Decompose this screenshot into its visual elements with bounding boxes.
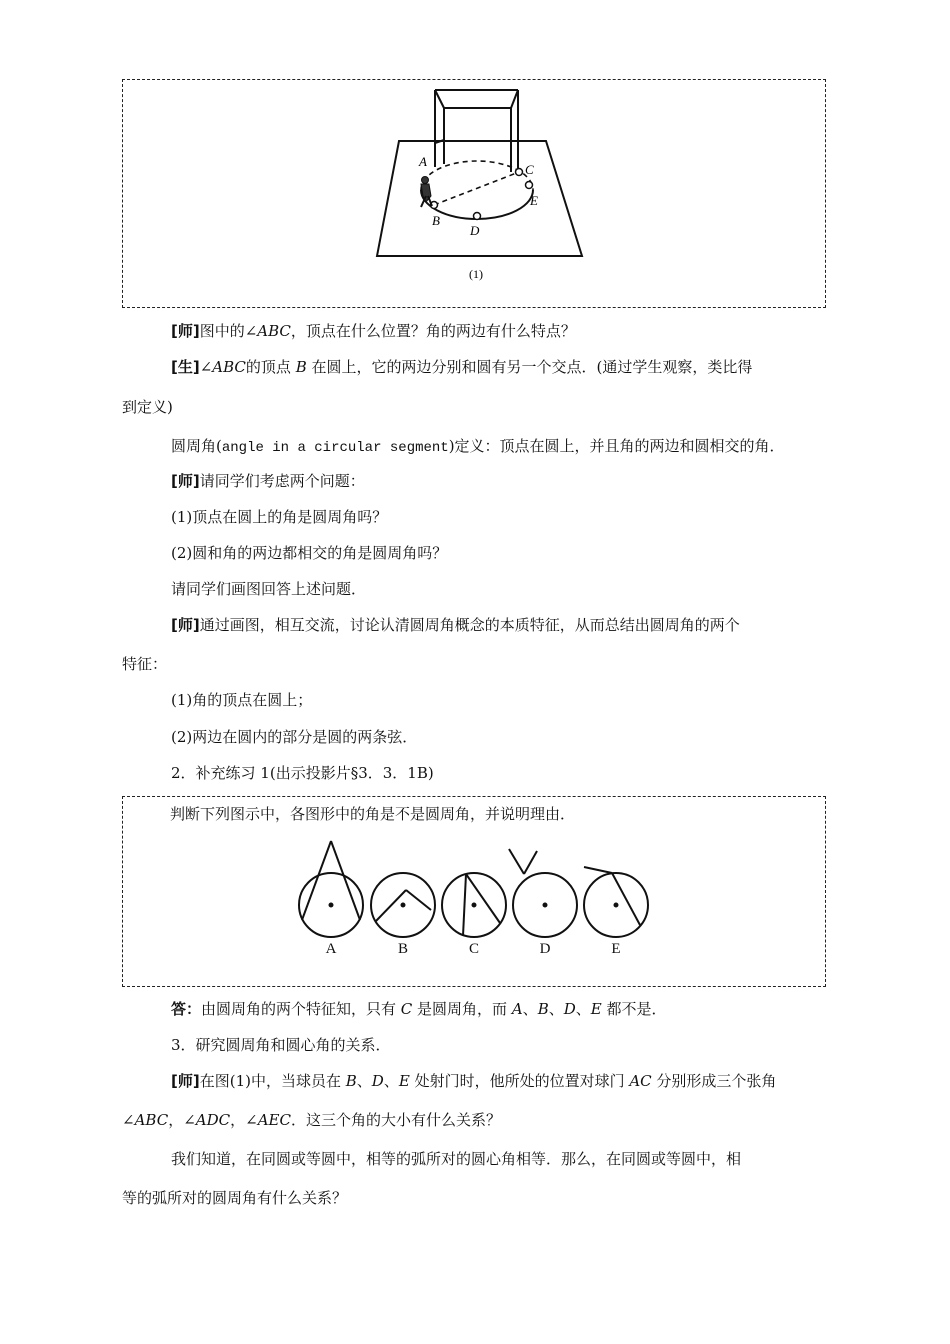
exercise-heading: 2．补充练习 1(出示投影片§3．3．1B): [171, 764, 434, 782]
teacher-question-1: [师]图中的∠ABC，顶点在什么位置？角的两边有什么特点？: [171, 322, 576, 340]
label-c: C: [525, 162, 534, 177]
teacher-question-4: [师]在图(1)中，当球员在 B、D、E 处射门时，他所处的位置对球门 AC 分别形成三个张角: [171, 1072, 777, 1090]
label-e: E: [530, 193, 538, 208]
exercise-label-c: C: [468, 941, 480, 957]
point-d: [474, 213, 481, 220]
paragraph-1: 我们知道，在同圆或等圆中，相等的弧所对的圆心角相等．那么，在同圆或等圆中，相: [171, 1150, 742, 1168]
figure-caption: (1): [469, 267, 483, 281]
soccer-field-figure: [123, 80, 827, 309]
question-2: (2)圆和角的两边都相交的角是圆周角吗？: [171, 544, 448, 562]
exercise-label-e: E: [611, 941, 621, 957]
answer-line: 答：由圆周角的两个特征知，只有 C 是圆周角，而 A、B、D、E 都不是．: [171, 1000, 667, 1018]
label-a: A: [419, 154, 427, 169]
label-b: B: [432, 213, 440, 228]
feature-1: (1)角的顶点在圆上；: [171, 691, 313, 709]
feature-2: (2)两边在圆内的部分是圆的两条弦．: [171, 728, 418, 746]
circle-back-arc: [421, 161, 533, 190]
figure-b: [371, 873, 435, 937]
field-plane: [377, 141, 582, 256]
section-3-heading: 3．研究圆周角和圆心角的关系．: [171, 1036, 391, 1054]
exercise-frame: [122, 796, 826, 987]
teacher-summary: [师]通过画图，相互交流，讨论认清圆周角概念的本质特征，从而总结出圆周角的两个: [171, 616, 740, 634]
paragraph-1-continued: 等的弧所对的圆周角有什么关系？: [122, 1189, 348, 1207]
teacher-question-4-continued: ∠ABC，∠ADC，∠AEC．这三个角的大小有什么关系？: [122, 1111, 501, 1129]
exercise-label-d: D: [539, 941, 551, 957]
figure-1-frame: [122, 79, 826, 308]
figure-d: [509, 849, 577, 937]
student-answer-1: [生]∠ABC的顶点 B 在圆上，它的两边分别和圆有另一个交点．(通过学生观察，类比得: [171, 358, 753, 376]
figure-e: [584, 867, 648, 937]
goal-frame: [435, 90, 518, 172]
chord-bc: [434, 172, 519, 205]
point-e: [526, 182, 533, 189]
point-c: [516, 169, 523, 176]
teacher-summary-continued: 特征：: [122, 655, 168, 673]
figure-a: [299, 841, 363, 937]
exercise-figures: [123, 797, 827, 988]
exercise-prompt: 判断下列图示中，各图形中的角是不是圆周角，并说明理由．: [170, 805, 576, 823]
definition-line: 圆周角(angle in a circular segment)定义：顶点在圆上，并且角的两边和圆相交的角．: [171, 437, 785, 456]
student-answer-1-continued: 到定义): [122, 398, 173, 416]
draw-instruction: 请同学们画图回答上述问题．: [171, 580, 367, 598]
question-1: (1)顶点在圆上的角是圆周角吗？: [171, 508, 388, 526]
teacher-question-2: [师]请同学们考虑两个问题：: [171, 472, 365, 490]
figure-c: [442, 873, 506, 937]
label-d: D: [470, 223, 480, 238]
exercise-label-a: A: [325, 941, 337, 957]
exercise-label-b: B: [397, 941, 409, 957]
